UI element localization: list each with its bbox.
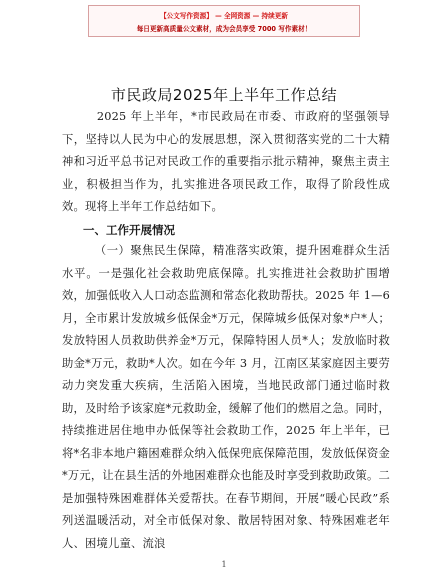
page-number: 1 [221, 560, 227, 569]
section-heading: 一、工作开展情况 [83, 223, 175, 237]
promo-banner-line-2: 每日更新高质量公文素材，成为会员享受 7000 写作素材！ [136, 25, 312, 33]
intro-paragraph: 2025 年上半年，*市民政局在市委、市政府的坚强领导下，坚持以人民为中心的发展思想，深入贯彻落实党的二十大精神和习近平总书记对民政工作的重要指示批示精神，聚焦主责主业，积极担当作为，扎实推进各项民政工作，取得了阶段性成效。现将上半年工作总结如下。 [62, 110, 390, 213]
promo-banner-line-1: 【公文写作资源】 — 全网资源 — 持续更新 [160, 12, 288, 20]
document-title: 市民政局2025年上半年工作总结 [110, 86, 338, 104]
section-body-paragraph: （一）聚焦民生保障，精准落实政策，提升困难群众生活水平。一是强化社会救助兜底保障。扎实推进社会救助扩围增效，加强低收入人口动态监测和常态化救助帮扶。2025 年 1—6 月，全市累计发放城乡低保金*万元，保障城乡低保对象*户*人；发放特困人员救助供养金*万元，保障特困人员*人；发放临时救助金*万元，救助*人次。如在今年 3 月，江南区某家庭因主要劳动力突发重大疾病，生活陷入困境，当地民政部门通过临时救助，及时给予该家庭*元救助金，缓解了他们的燃眉之急。同时，持续推进居住地申办低保等社会救助工作，2025 年上半年，已将*名非本地户籍困难群众纳入低保兜底保障范围，发放低保资金*万元，让在县生活的外地困难群众也能及时享受到救助政策。二是加强特殊困难群体关爱帮扶。在春节期间，开展“暖心民政”系列送温暖活动，对全市低保对象、散居特困对象、特殊困难老年人、困境儿童、流浪 [62, 244, 394, 550]
promo-banner [88, 5, 360, 37]
